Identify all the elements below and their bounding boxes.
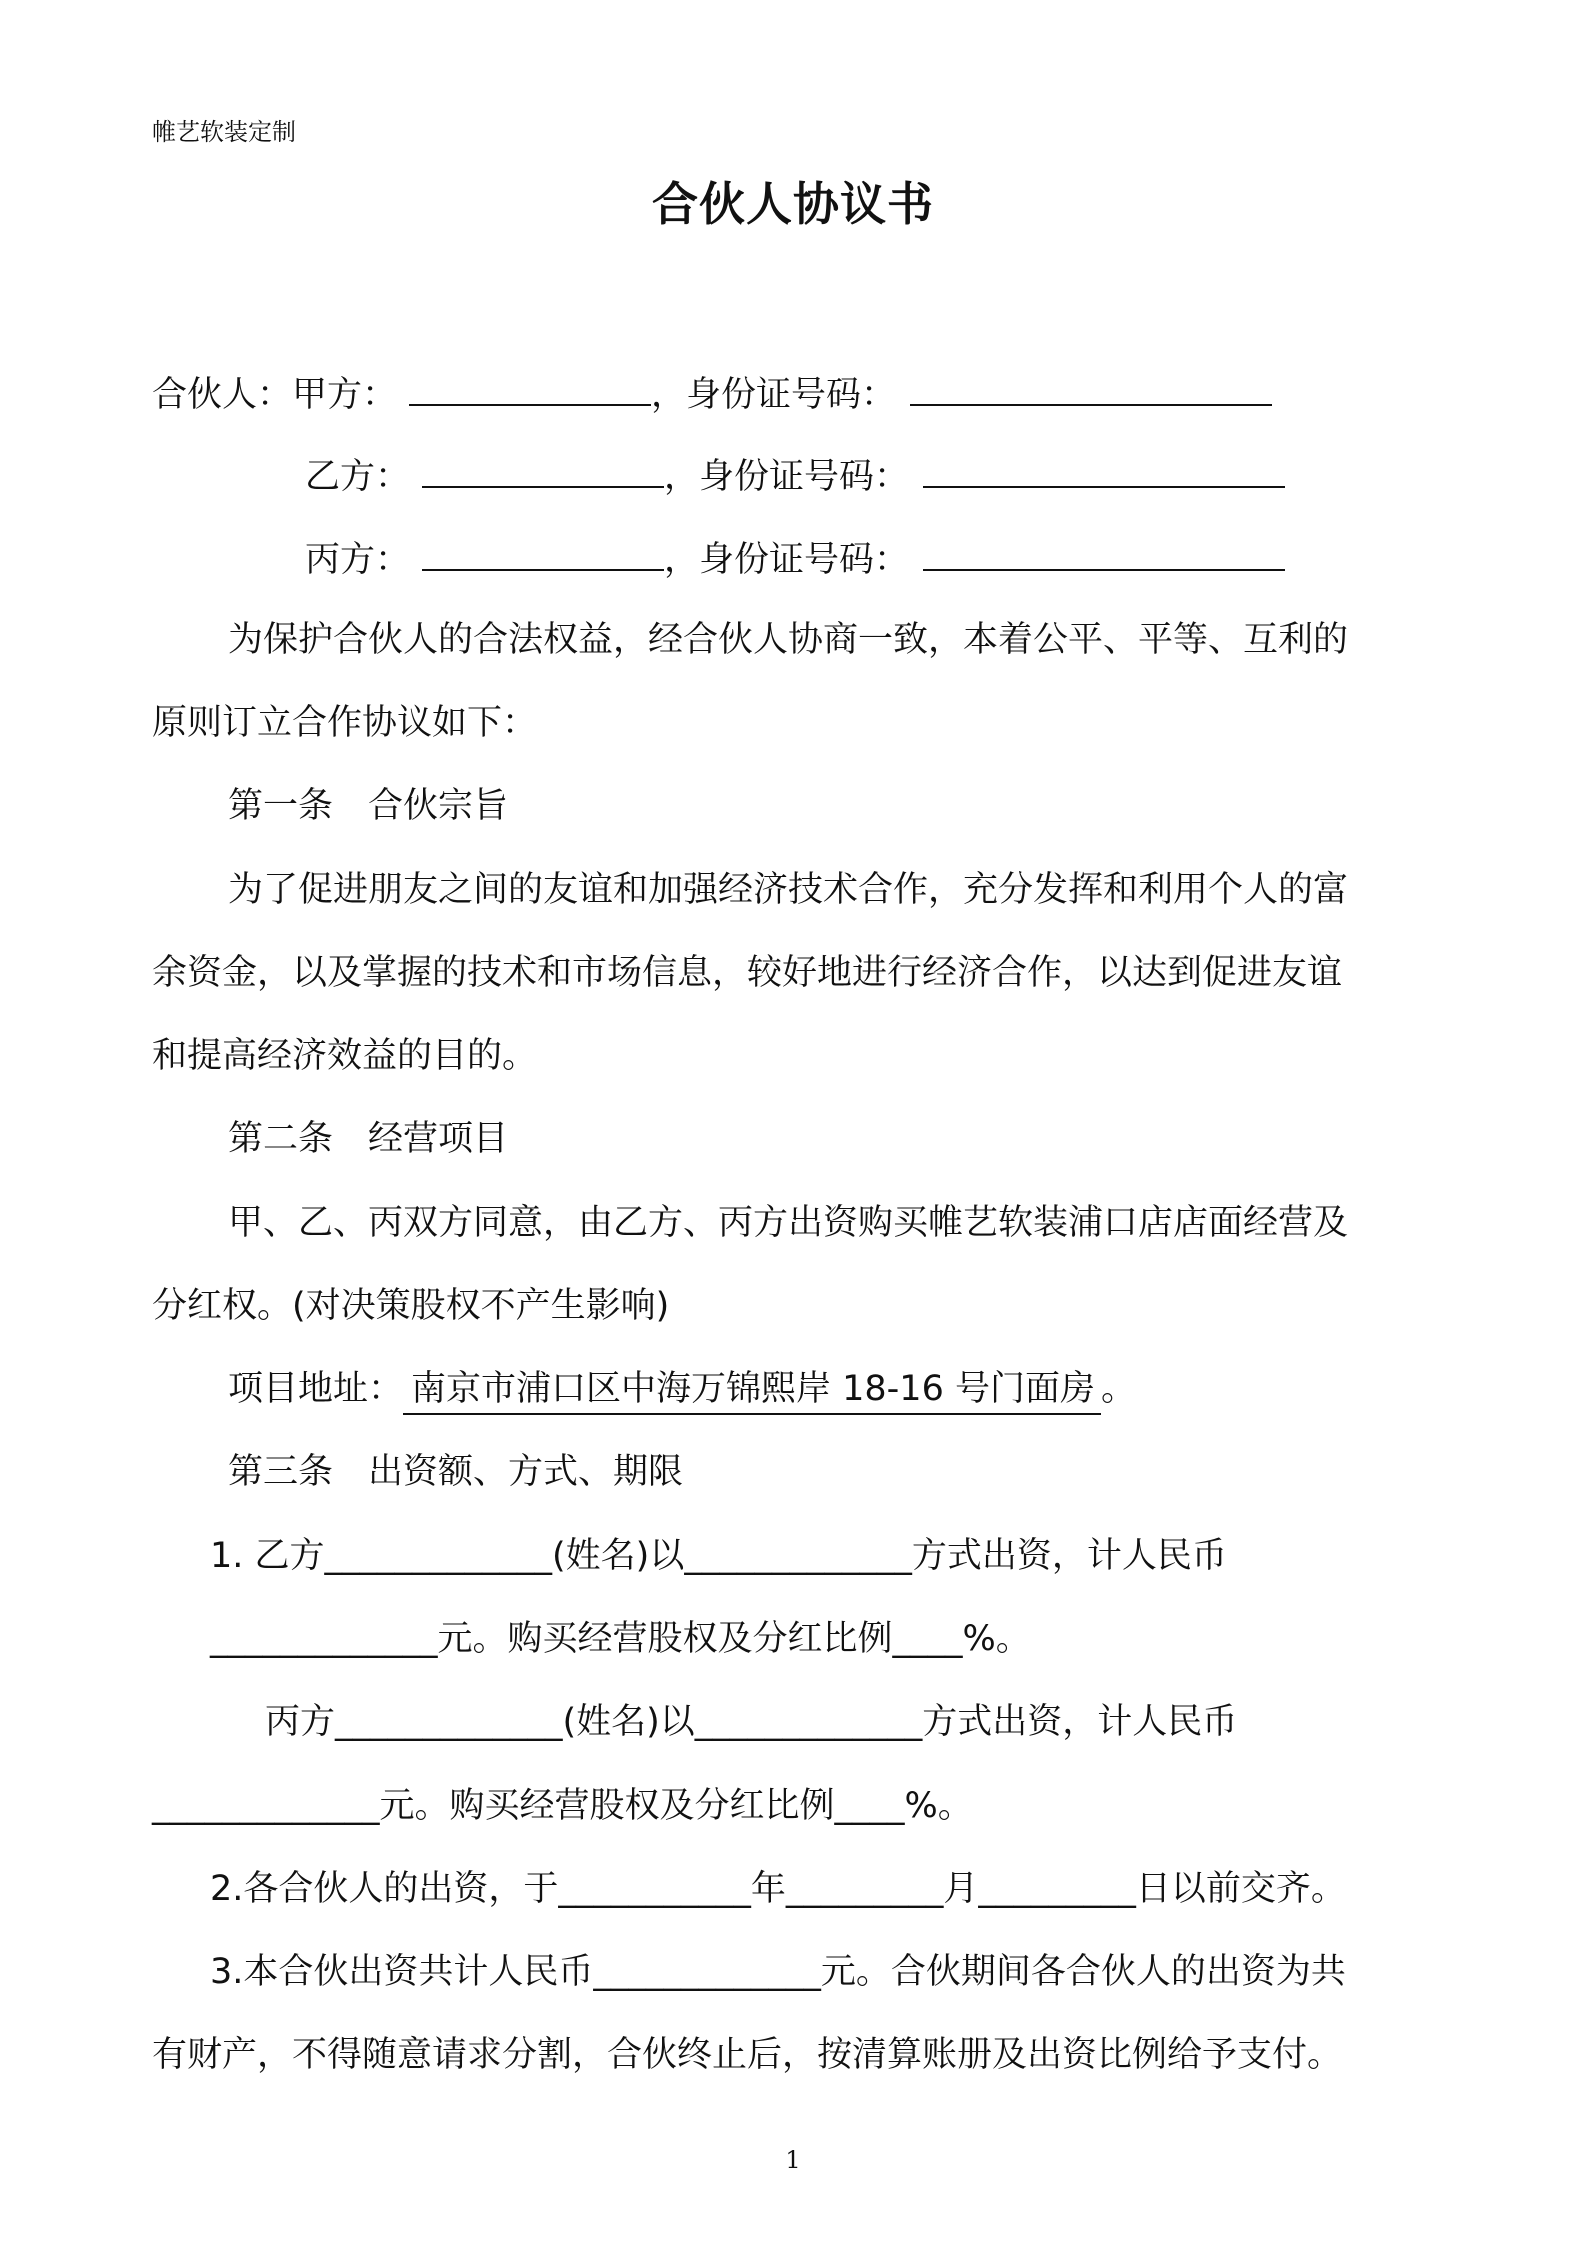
article-1-line-3: 和提高经济效益的目的。 (152, 1036, 538, 1076)
id-label: ，身份证号码： (664, 540, 910, 580)
partners-label: 合伙人： (152, 375, 293, 415)
article-2-heading: 第二条 经营项目 (228, 1119, 509, 1159)
article-2-line-2: 分红权。(对决策股权不产生影响) (152, 1286, 670, 1326)
partner-row-c (305, 533, 1285, 584)
intro-line-2: 原则订立合作协议如下： (152, 703, 538, 743)
article-1-heading: 第一条 合伙宗旨 (228, 786, 509, 826)
address-label: 项目地址： (228, 1369, 404, 1409)
article-1-line-2: 余资金，以及掌握的技术和市场信息，较好地进行经济合作，以达到促进友谊 (152, 953, 1343, 993)
address-end: 。 (1100, 1369, 1136, 1409)
id-label: ，身份证号码： (664, 457, 910, 497)
project-address (228, 1365, 1136, 1413)
article-3-item-2: 2.各合伙人的出资，于___________年_________月_________日以前交齐。 (210, 1869, 1346, 1909)
document-header: 帷艺软装定制 (152, 118, 296, 146)
page-number: 1 (785, 2146, 801, 2174)
article-2-line-1: 甲、乙、丙双方同意，由乙方、丙方出资购买帷艺软装浦口店店面经营及 (228, 1203, 1349, 1243)
name-blank (409, 368, 651, 406)
document-title: 合伙人协议书 (652, 177, 934, 231)
id-blank (923, 450, 1285, 488)
article-3-item-1-line-1: 1. 乙方_____________(姓名)以_____________方式出资，计人民币 (210, 1536, 1227, 1576)
article-3-item-3-line-1: 3.本合伙出资共计人民币_____________元。合伙期间各合伙人的出资为共 (210, 1952, 1346, 1992)
article-3-heading: 第三条 出资额、方式、期限 (228, 1452, 684, 1492)
article-3-item-3-line-2: 有财产，不得随意请求分割，合伙终止后，按清算账册及出资比例给予支付。 (152, 2035, 1343, 2075)
article-3-item-1-line-2: _____________元。购买经营股权及分红比例____%。 (210, 1619, 1031, 1659)
party-label: 乙方： (305, 457, 411, 497)
partner-row-a (152, 368, 1272, 419)
intro-line-1: 为保护合伙人的合法权益，经合伙人协商一致，本着公平、平等、互利的 (228, 620, 1349, 660)
party-label: 甲方： (292, 375, 398, 415)
id-label: ，身份证号码： (651, 375, 897, 415)
address-value: 南京市浦口区中海万锦熙岸 18-16 号门面房 (403, 1369, 1101, 1415)
id-blank (923, 533, 1285, 571)
article-1-line-1: 为了促进朋友之间的友谊和加强经济技术合作，充分发挥和利用个人的富 (228, 870, 1349, 910)
article-3-item-1b-line-1: 丙方_____________(姓名)以_____________方式出资，计人民币 (265, 1702, 1238, 1742)
article-3-item-1b-line-2: _____________元。购买经营股权及分红比例____%。 (152, 1786, 973, 1826)
name-blank (422, 533, 664, 571)
party-label: 丙方： (305, 540, 411, 580)
id-blank (910, 368, 1272, 406)
name-blank (422, 450, 664, 488)
partner-row-b (305, 450, 1285, 501)
